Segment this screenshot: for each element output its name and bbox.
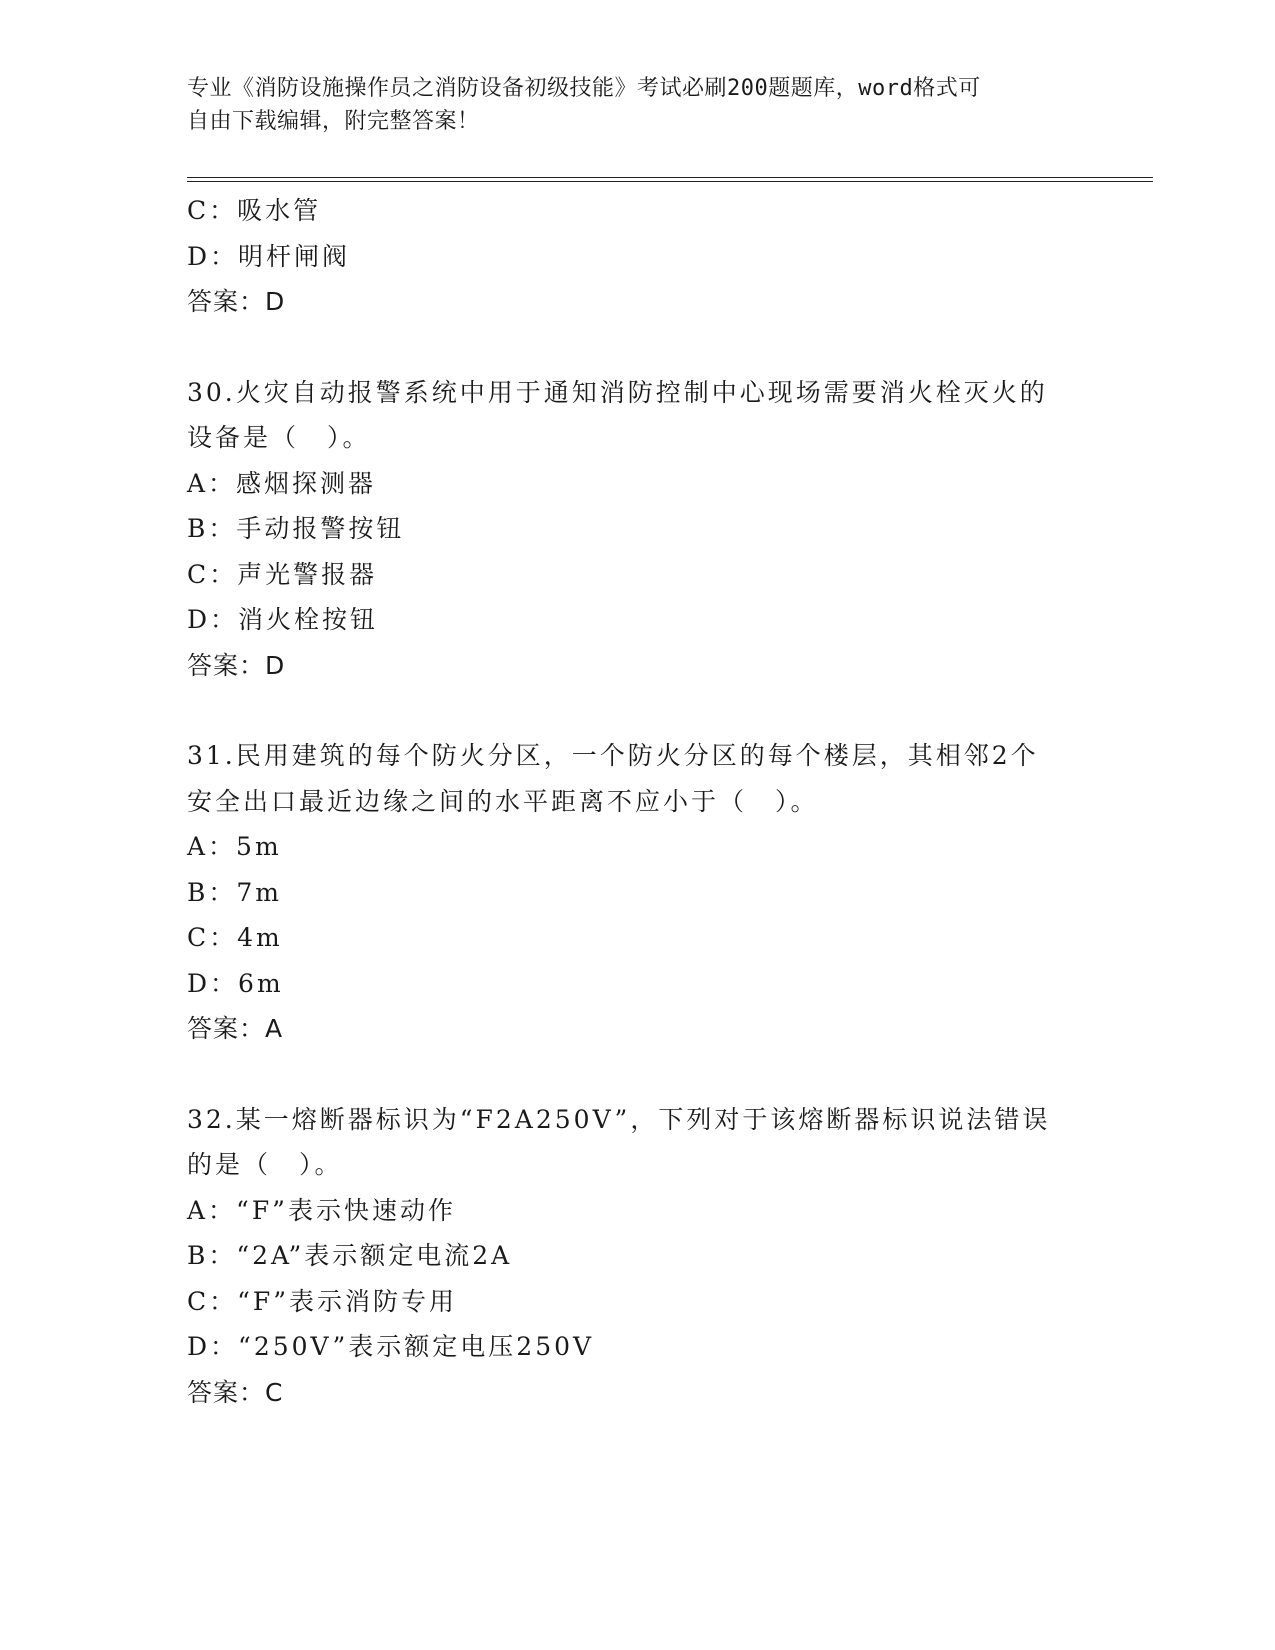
document-header: [187, 72, 1067, 138]
question-30: [187, 370, 1067, 689]
header-line-1: 专业《消防设施操作员之消防设备初级技能》考试必刷200题题库，word格式可: [187, 76, 981, 101]
question-31: [187, 733, 1067, 1052]
question-stem: 30.火灾自动报警系统中用于通知消防控制中心现场需要消火栓灭火的: [187, 377, 1048, 407]
option-d: D：明杆闸阀: [187, 241, 351, 271]
answer-line: 答案：D: [187, 650, 286, 680]
option-a: A：“F”表示快速动作: [187, 1195, 456, 1225]
answer-line: 答案：C: [187, 1377, 284, 1407]
question-stem-cont: 安全出口最近边缘之间的水平距离不应小于（ ）。: [187, 786, 819, 816]
option-b: B：手动报警按钮: [187, 514, 405, 543]
question-stem: 32.某一熔断器标识为“F2A250V”，下列对于该熔断器标识说法错误: [187, 1104, 1051, 1134]
option-c: C：声光警报器: [187, 559, 378, 589]
option-b: B：7m: [187, 877, 282, 907]
option-a: A：感烟探测器: [187, 468, 377, 498]
option-d: D：6m: [187, 968, 284, 998]
question-stem: 31.民用建筑的每个防火分区，一个防火分区的每个楼层，其相邻2个: [187, 741, 1039, 770]
option-b: B：“2A”表示额定电流2A: [187, 1241, 513, 1270]
answer-line: 答案：A: [187, 1014, 284, 1043]
option-c: C：吸水管: [187, 196, 322, 225]
option-c: C：“F”表示消防专用: [187, 1286, 458, 1316]
question-content: [187, 188, 1067, 1415]
previous-question-tail: [187, 188, 1067, 325]
question-stem-cont: 设备是（ ）。: [187, 423, 371, 452]
option-a: A：5m: [187, 832, 282, 861]
header-divider: [187, 177, 1153, 182]
question-32: [187, 1097, 1067, 1416]
question-stem-cont: 的是（ ）。: [187, 1150, 343, 1179]
option-c: C：4m: [187, 923, 283, 952]
answer-line: 答案：D: [187, 287, 286, 316]
option-d: D：“250V”表示额定电压250V: [187, 1332, 595, 1361]
header-line-2: 自由下载编辑，附完整答案！: [187, 109, 480, 134]
option-d: D：消火栓按钮: [187, 605, 379, 634]
